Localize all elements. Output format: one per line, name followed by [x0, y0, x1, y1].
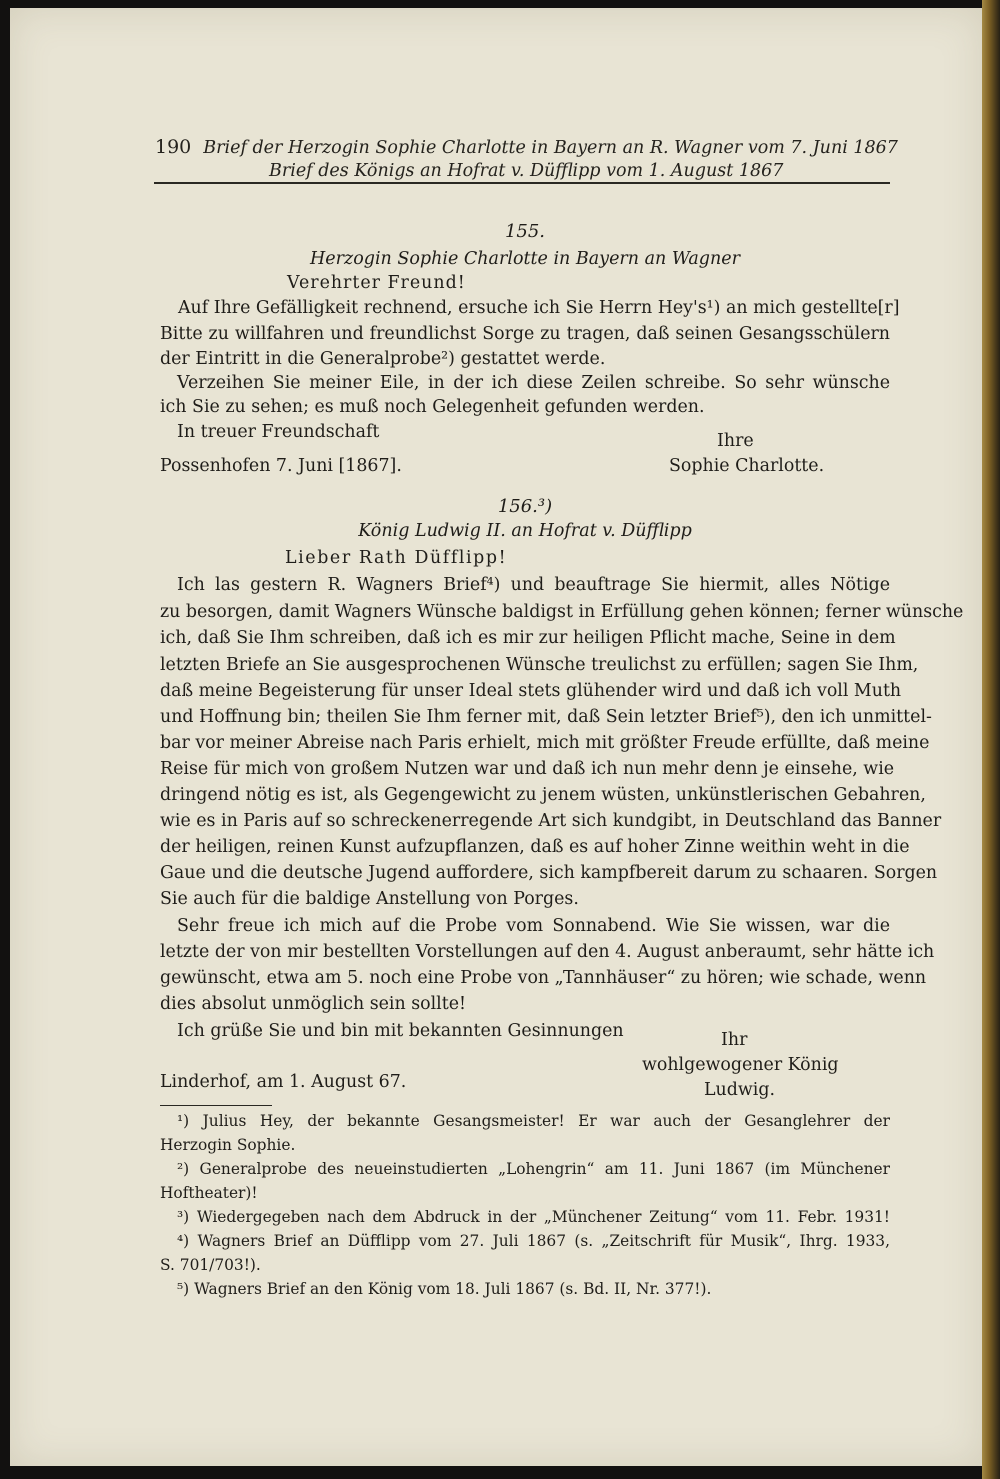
letter-156-line: dringend nötig es ist, als Gegengewicht zu jenem wüsten, unkünstlerischen Gebahren, [160, 785, 926, 805]
letter-156-line: Reise für mich von großem Nutzen war und daß ich nun mehr denn je einsehe, wie [160, 759, 895, 779]
footnote-line: ¹) Julius Hey, der bekannte Gesangsmeister! Er war auch der Gesanglehrer der [177, 1112, 890, 1130]
letter-155-salutation: Verehrter Freund! [287, 273, 466, 293]
letter-156-number: 156.³) [497, 496, 553, 517]
footnote-line: ⁵) Wagners Brief an den König vom 18. Juli 1867 (s. Bd. II, Nr. 377!). [177, 1280, 712, 1298]
letter-156-line: dies absolut unmöglich sein sollte! [160, 994, 466, 1014]
page-number: 190 [155, 136, 192, 158]
letter-156-line: Sie auch für die baldige Anstellung von Porges. [160, 889, 579, 909]
running-header-line-1 [155, 136, 898, 158]
letter-156-line: daß meine Begeisterung für unser Ideal stets glühender wird und daß ich voll Muth [160, 681, 902, 701]
letter-156-line: zu besorgen, damit Wagners Wünsche baldigst in Erfüllung gehen können; ferner wünsche [160, 602, 964, 622]
letter-156-closing: wohlgewogener König [642, 1055, 839, 1075]
footnote-line: ²) Generalprobe des neueinstudierten „Lohengrin“ am 11. Juni 1867 (im Münchener [177, 1160, 890, 1178]
letter-155-line: Auf Ihre Gefälligkeit rechnend, ersuche ich Sie Herrn Hey's¹) an mich gestellte[r] [178, 298, 900, 318]
letter-156-line: Ich grüße Sie und bin mit bekannten Gesinnungen [177, 1021, 624, 1041]
letter-156-line: bar vor meiner Abreise nach Paris erhielt, mich mit größter Freude erfüllte, daß meine [160, 733, 930, 753]
letter-156-line: und Hoffnung bin; theilen Sie Ihm ferner mit, daß Sein letzter Brief⁵), den ich unmittel- [160, 707, 932, 727]
footnote-line: S. 701/703!). [160, 1256, 261, 1274]
letter-155-line: In treuer Freundschaft [177, 422, 380, 442]
letter-156-line: ich, daß Sie Ihm schreiben, daß ich es mir zur heiligen Pflicht mache, Seine in dem [160, 628, 896, 648]
letter-156-line: letzten Briefe an Sie ausgesprochenen Wünsche treulichst zu erfüllen; sagen Sie Ihm, [160, 655, 919, 675]
letter-156-line: Gaue und die deutsche Jugend auffordere, sich kampfbereit darum zu schaaren. Sorgen [160, 863, 938, 883]
footnote-line: ⁴) Wagners Brief an Düfflipp vom 27. Juli 1867 (s. „Zeitschrift für Musik“, Ihrg. 1933, [177, 1232, 890, 1250]
letter-156-closing: Ihr [721, 1030, 748, 1050]
letter-156-line: letzte der von mir bestellten Vorstellungen auf den 4. August anberaumt, sehr hätte ich [160, 942, 935, 962]
footnote-line: ³) Wiedergegeben nach dem Abdruck in der „Münchener Zeitung“ vom 11. Febr. 1931! [177, 1208, 890, 1226]
letter-156-line: Ich las gestern R. Wagners Brief⁴) und beauftrage Sie hiermit, alles Nötige [177, 575, 890, 595]
letter-155-line: ich Sie zu sehen; es muß noch Gelegenheit gefunden werden. [160, 397, 705, 417]
letter-155-line: Verzeihen Sie meiner Eile, in der ich diese Zeilen schreibe. So sehr wünsche [177, 373, 890, 393]
letter-155-line: Bitte zu willfahren und freundlichst Sorge zu tragen, daß seinen Gesangsschülern [160, 324, 890, 344]
letter-156-line: gewünscht, etwa am 5. noch eine Probe von „Tannhäuser“ zu hören; wie schade, wenn [160, 968, 927, 988]
book-page [10, 8, 982, 1466]
footnote-rule [160, 1105, 272, 1106]
footnote-line: Herzogin Sophie. [160, 1136, 296, 1154]
footnote-line: Hoftheater)! [160, 1184, 258, 1202]
letter-156-salutation: Lieber Rath Düfflipp! [285, 548, 508, 568]
header-title-1: Brief der Herzogin Sophie Charlotte in Bayern an R. Wagner vom 7. Juni 1867 [203, 138, 898, 158]
letter-155-number: 155. [504, 221, 546, 242]
letter-155-place-date: Possenhofen 7. Juni [1867]. [160, 456, 402, 476]
letter-156-line: Sehr freue ich mich auf die Probe vom Sonnabend. Wie Sie wissen, war die [177, 916, 890, 936]
letter-155-closing: Ihre [717, 431, 754, 451]
letter-156-line: wie es in Paris auf so schreckenerregende Art sich kundgibt, in Deutschland das Banner [160, 811, 942, 831]
letter-156-title: König Ludwig II. an Hofrat v. Düfflipp [358, 521, 692, 541]
letter-155-signature: Sophie Charlotte. [669, 456, 825, 476]
letter-155-line: der Eintritt in die Generalprobe²) gestattet werde. [160, 349, 606, 369]
letter-156-line: der heiligen, reinen Kunst aufzupflanzen, daß es auf hoher Zinne weithin weht in die [160, 837, 910, 857]
letter-156-place-date: Linderhof, am 1. August 67. [160, 1072, 407, 1092]
header-rule [154, 182, 890, 184]
running-header-line-2: Brief des Königs an Hofrat v. Düfflipp vom 1. August 1867 [269, 161, 784, 181]
letter-155-title: Herzogin Sophie Charlotte in Bayern an Wagner [310, 249, 740, 269]
letter-156-signature: Ludwig. [704, 1080, 775, 1100]
